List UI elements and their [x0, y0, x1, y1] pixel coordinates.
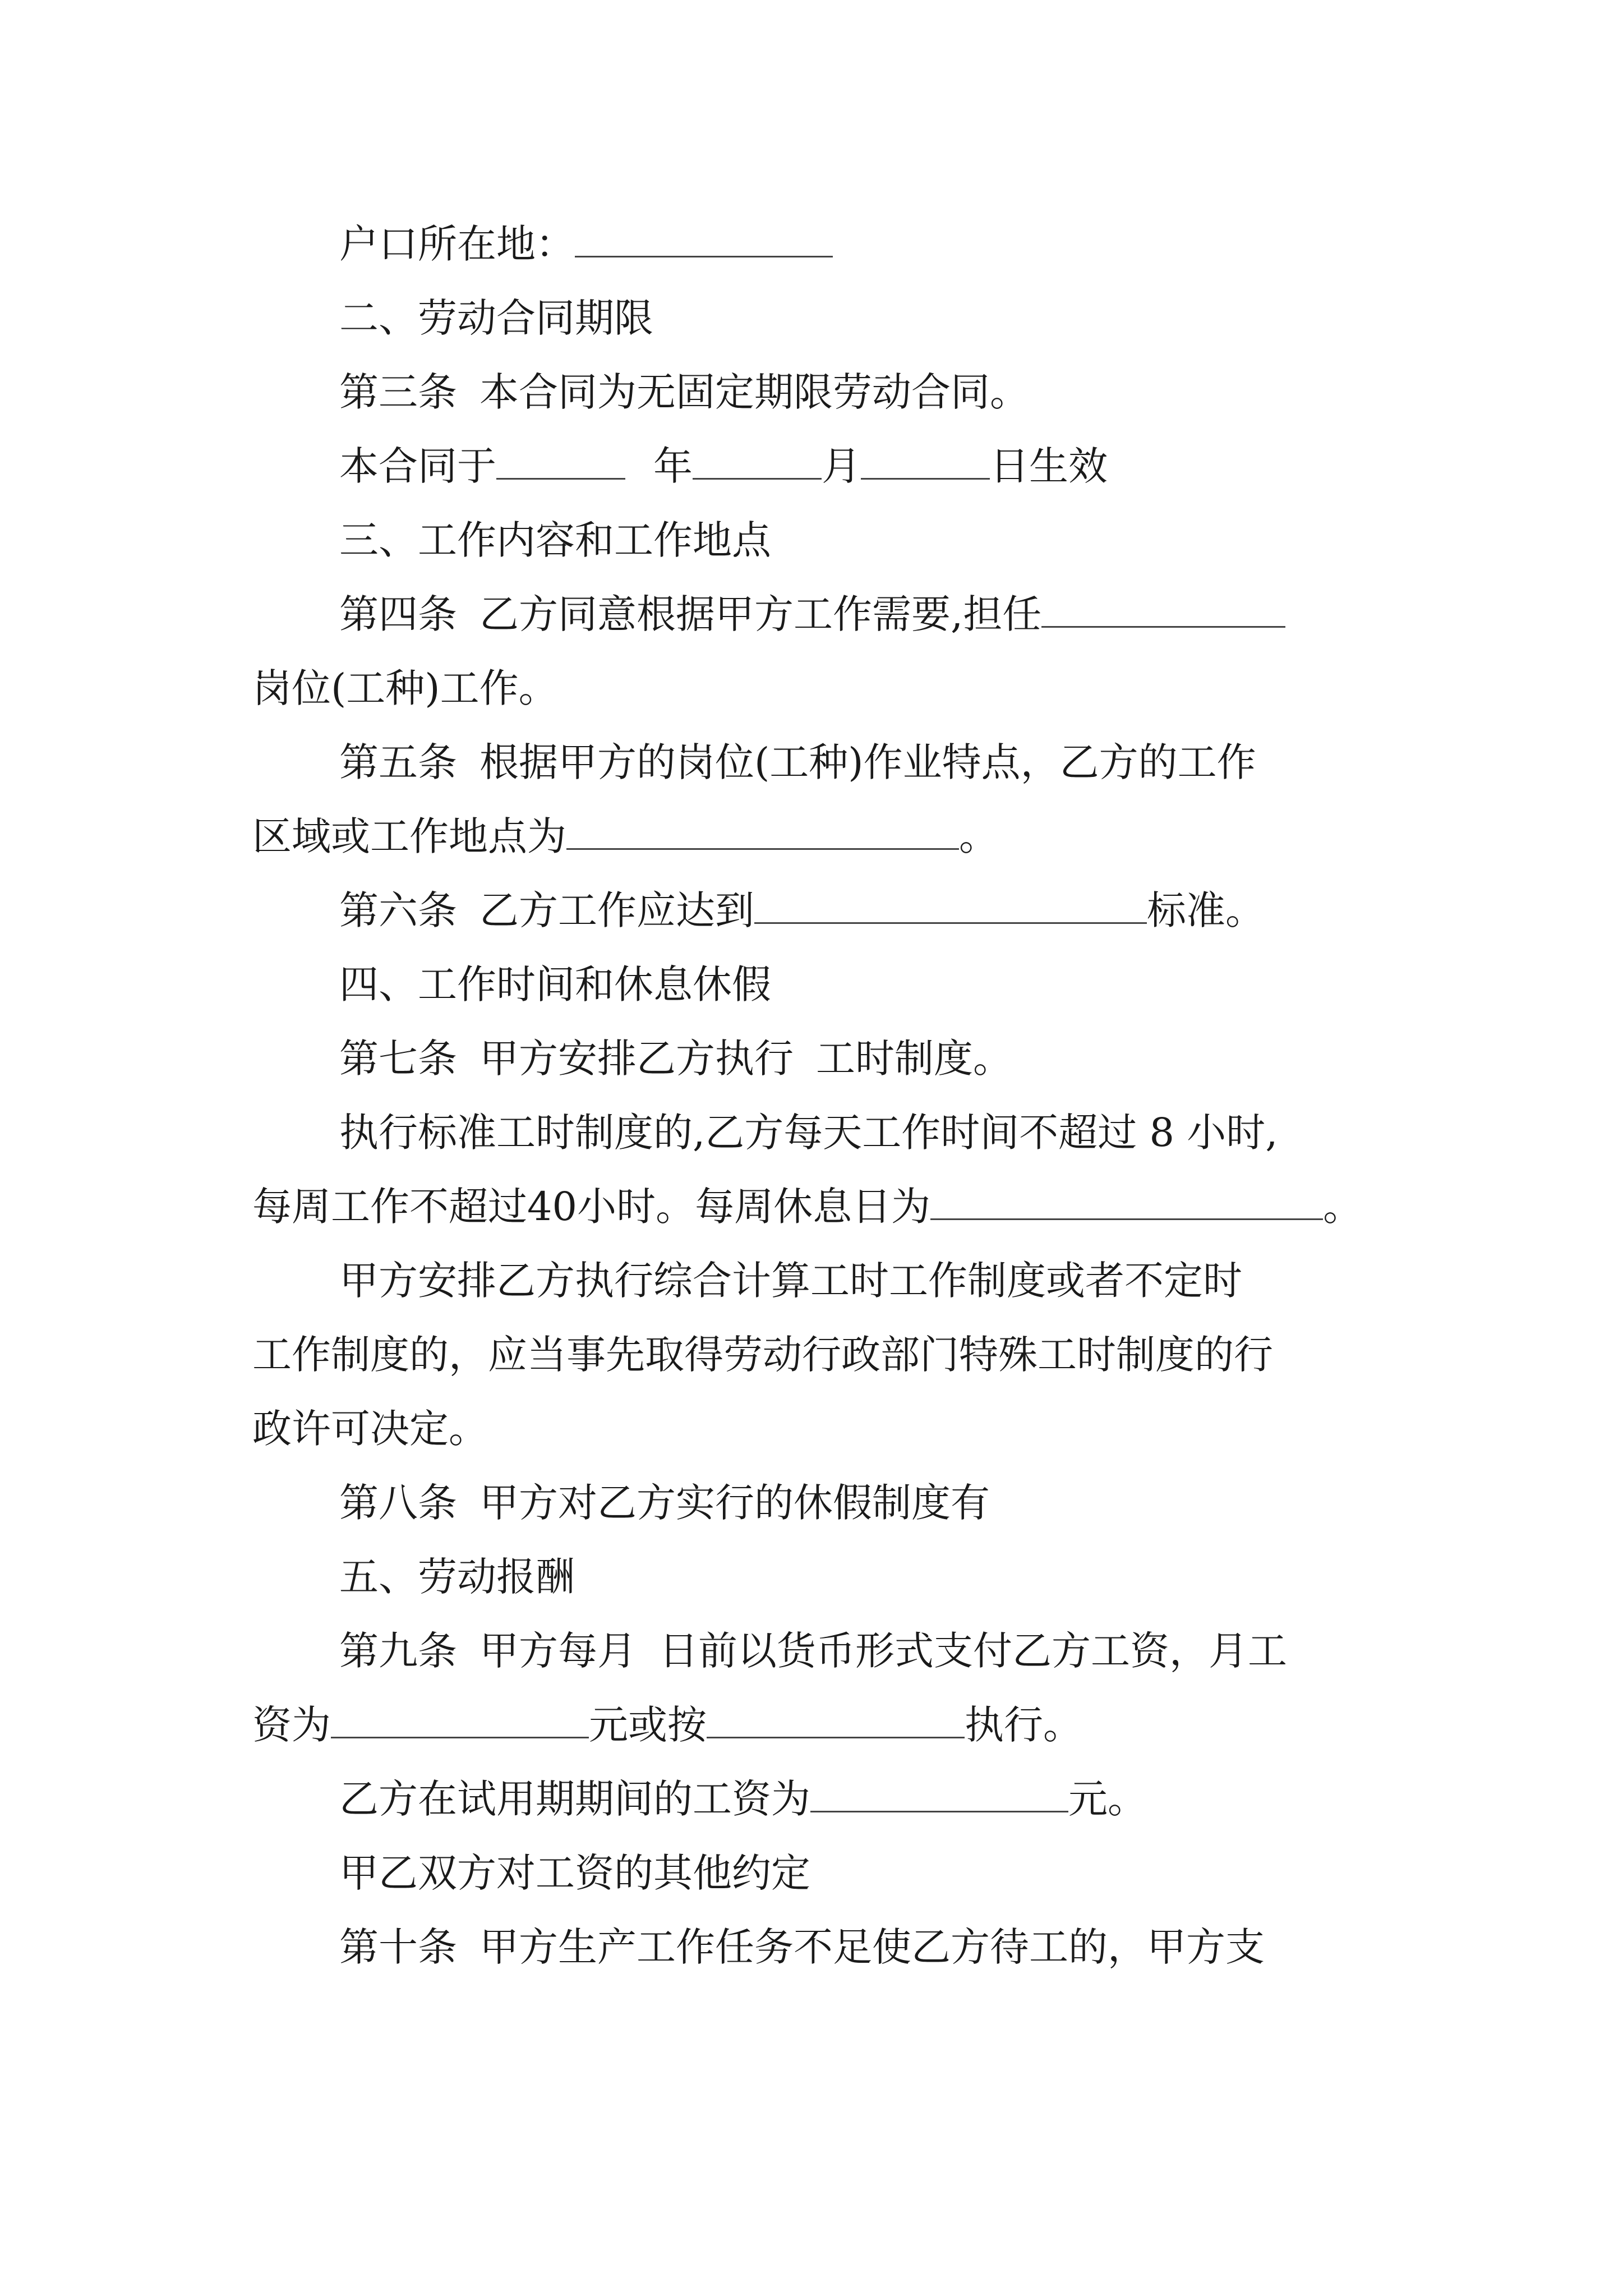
text-segment: 工时制度。 — [816, 1036, 1012, 1082]
article-4 — [0, 583, 1623, 645]
article-number: 第六条 — [339, 887, 457, 933]
article-text: 政许可决定。 — [252, 1406, 488, 1452]
article-5 — [0, 731, 1623, 793]
article-6 — [0, 880, 1623, 941]
flex-hours-line — [0, 1250, 1623, 1312]
article-number: 第八条 — [339, 1480, 457, 1526]
blank-monthly-wage — [331, 1702, 589, 1738]
article-4-continued — [0, 657, 1623, 719]
label-household: 户口所在地： — [339, 221, 575, 267]
flex-hours-continued-2 — [0, 1398, 1623, 1460]
text-segment: 。 — [1323, 1184, 1363, 1230]
article-text: 工作制度的，应当事先取得劳动行政部门特殊工时制度的行 — [252, 1332, 1273, 1378]
article-5-continued — [0, 806, 1623, 867]
line-household-registration — [0, 213, 1623, 275]
heading-text: 二、劳动合同期限 — [339, 295, 653, 341]
text-segment: 日前以货币形式支付乙方工资，月工 — [659, 1628, 1287, 1674]
article-text: 乙方同意根据甲方工作需要,担任 — [479, 591, 1042, 637]
text-segment: 。 — [959, 813, 998, 859]
text-segment: 年 — [653, 443, 693, 489]
article-number: 第七条 — [339, 1036, 457, 1082]
section-5-heading — [0, 1546, 1623, 1608]
text-segment: 本合同于 — [339, 443, 496, 489]
article-text: 区域或工作地点为 — [252, 813, 566, 859]
blank-month — [693, 443, 822, 480]
heading-text: 四、工作时间和休息休假 — [339, 961, 771, 1007]
article-3 — [0, 361, 1623, 423]
blank-probation-wage — [810, 1776, 1068, 1812]
standard-hours-continued — [0, 1176, 1623, 1237]
article-text: 甲方生产工作任务不足使乙方待工的，甲方支 — [479, 1924, 1265, 1970]
text-segment: 标准。 — [1147, 887, 1265, 933]
article-text: 每周工作不超过40小时。每周休息日为 — [252, 1184, 931, 1230]
blank-day — [861, 443, 990, 480]
heading-text: 五、劳动报酬 — [339, 1554, 575, 1600]
article-text: 甲方对乙方实行的休假制度有 — [479, 1480, 990, 1526]
text-segment: 月 — [822, 443, 861, 489]
text-segment: 元。 — [1068, 1776, 1147, 1822]
article-text: 甲方每月 — [479, 1628, 637, 1674]
article-8 — [0, 1472, 1623, 1534]
text-segment: 资为 — [252, 1702, 331, 1748]
blank-wage-basis — [707, 1702, 965, 1738]
blank-year — [496, 443, 625, 480]
section-2-heading — [0, 287, 1623, 349]
blank-household — [575, 221, 833, 257]
article-text: 甲乙双方对工资的其他约定 — [339, 1850, 810, 1896]
article-text: 岗位(工种)工作。 — [252, 665, 558, 711]
text-segment: 日生效 — [990, 443, 1108, 489]
heading-text: 三、工作内容和工作地点 — [339, 517, 771, 563]
text-segment: 执行。 — [965, 1702, 1082, 1748]
article-text: 本合同为无固定期限劳动合同。 — [479, 369, 1029, 415]
article-number: 第十条 — [339, 1924, 457, 1970]
article-number: 第九条 — [339, 1628, 457, 1674]
section-3-heading — [0, 509, 1623, 571]
article-number: 第五条 — [339, 739, 457, 785]
article-text: 根据甲方的岗位(工种)作业特点，乙方的工作 — [479, 739, 1256, 785]
article-9 — [0, 1620, 1623, 1682]
blank-position — [1041, 591, 1285, 628]
blank-rest-day — [930, 1184, 1323, 1220]
article-text: 甲方安排乙方执行综合计算工时工作制度或者不定时 — [339, 1258, 1242, 1304]
other-wage-agreement — [0, 1842, 1623, 1904]
article-text: 甲方安排乙方执行 — [479, 1036, 794, 1082]
article-number: 第四条 — [339, 591, 457, 637]
section-4-heading — [0, 954, 1623, 1015]
article-text: 乙方在试用期期间的工资为 — [339, 1776, 810, 1822]
article-7 — [0, 1028, 1623, 1089]
probation-wage-line — [0, 1768, 1623, 1830]
article-10 — [0, 1916, 1623, 1978]
article-9-continued — [0, 1694, 1623, 1756]
article-number: 第三条 — [339, 369, 457, 415]
blank-work-standard — [754, 887, 1147, 924]
effective-date-line — [0, 435, 1623, 497]
blank-work-location — [566, 813, 959, 850]
text-segment: 元或按 — [589, 1702, 707, 1748]
standard-hours-line — [0, 1102, 1623, 1163]
flex-hours-continued-1 — [0, 1324, 1623, 1386]
article-text: 乙方工作应达到 — [479, 887, 754, 933]
article-text: 执行标准工时制度的,乙方每天工作时间不超过 8 小时, — [339, 1110, 1278, 1156]
